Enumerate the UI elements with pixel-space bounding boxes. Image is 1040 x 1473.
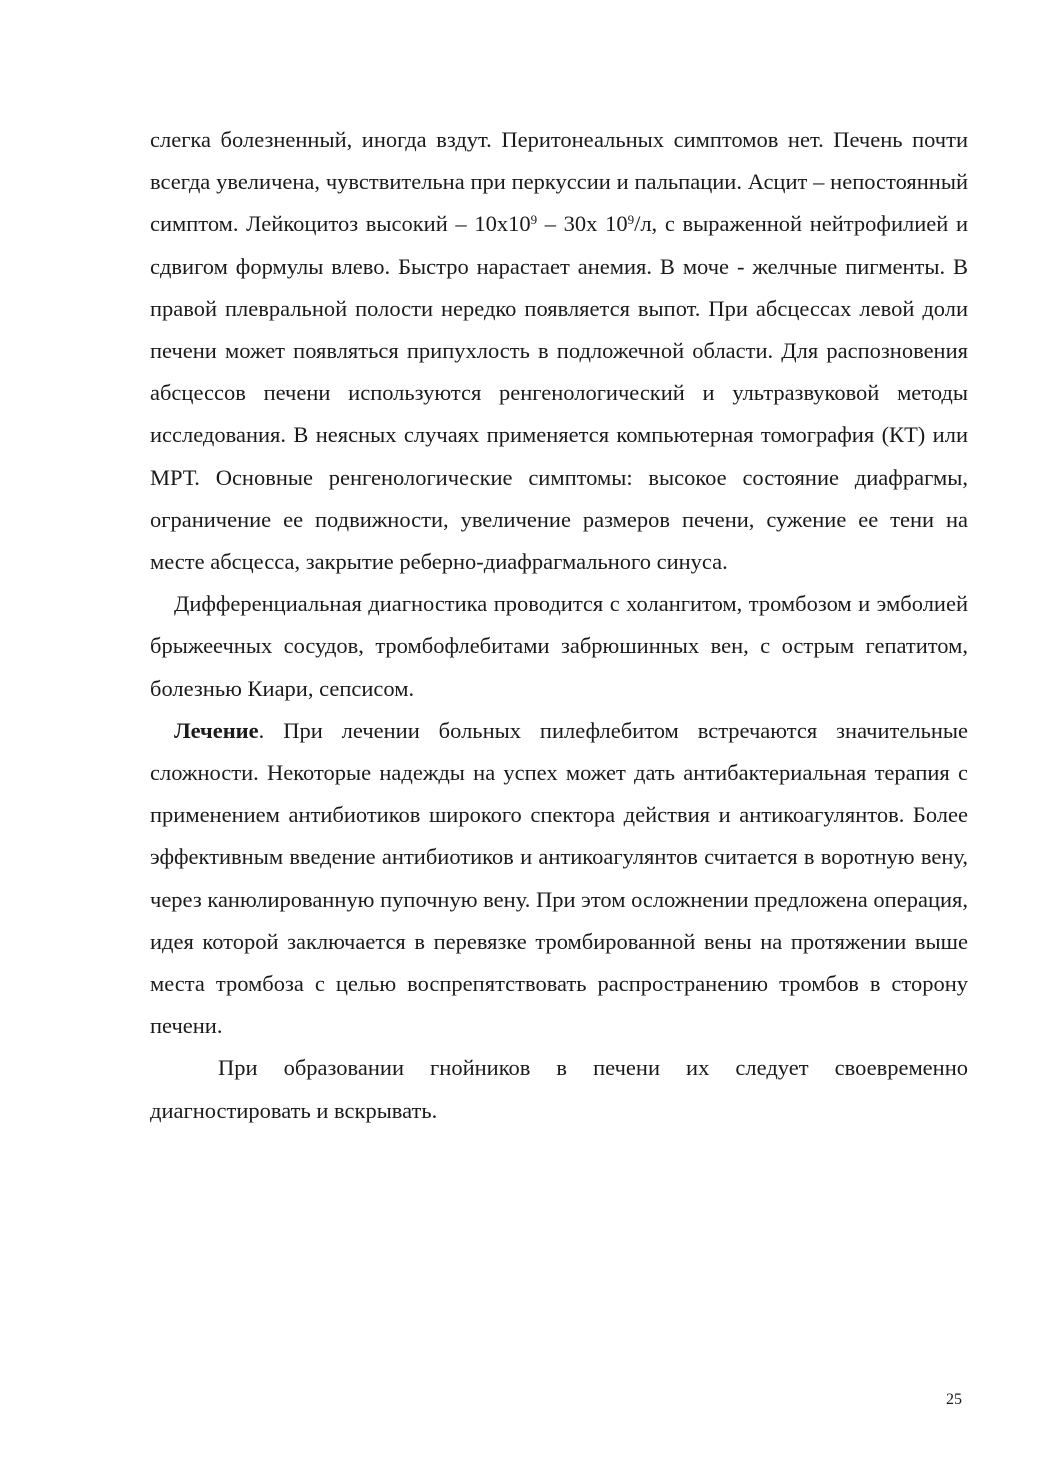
paragraph-abscess: При образовании гнойников в печени их следует своевременно диагностировать и вскрывать.: [150, 1055, 968, 1123]
treatment-heading: Лечение: [174, 717, 259, 743]
paragraph-symptoms: [150, 119, 968, 583]
paragraph-symptoms-text-2: – 30х 10: [537, 211, 628, 237]
exponent-2: 9: [627, 212, 635, 228]
exponent-1: 9: [530, 212, 538, 228]
paragraph-symptoms-text-1: слегка болезненный, иногда вздут. Перитонеальных симптомов нет. Печень почти всегда увеличена, чувствительна при перкуссии и пальпации. Асцит – непостоянный симптом. Лейкоцитоз высокий – 10х10: [150, 127, 968, 237]
page-number: 25: [946, 1391, 962, 1408]
paragraph-treatment: [150, 710, 968, 1048]
treatment-text: . При лечении больных пилефлебитом встречаются значительные сложности. Некоторые надежды на успех может дать антибактериальная терапия с применением антибиотиков широкого спектора действия и антикоагулянтов. Более эффективным введение антибиотиков и антикоагулянтов считается в воротную вену, через канюлированную пупочную вену. При этом осложнении предложена операция, идея которой заключается в перевязке тромбированной вены на протяжении выше места тромбоза с целью воспрепятствовать распространению тромбов в сторону печени.: [150, 717, 968, 1039]
document-body: [150, 119, 968, 1132]
paragraph-symptoms-text-3: /л, с выраженной нейтрофилией и сдвигом формулы влево. Быстро нарастает анемия. В моче - желчные пигменты. В правой плевральной полости нередко появляется выпот. При абсцессах левой доли печени может появляться припухлость в подложечной области. Для распозновения абсцессов печени используются ренгенологический и ультразвуковой методы исследования. В неясных случаях применяется компьютерная томография (КТ) или МРТ. Основные ренгенологические симптомы: высокое состояние диафрагмы, ограничение ее подвижности, увеличение размеров печени, сужение ее тени на месте абсцесса, закрытие реберно-диафрагмального синуса.: [150, 211, 969, 575]
paragraph-differential-diagnosis: Дифференциальная диагностика проводится с холангитом, тромбозом и эмболией брыжеечных сосудов, тромбофлебитами забрюшинных вен, с острым гепатитом, болезнью Киари, сепсисом.: [150, 591, 968, 701]
